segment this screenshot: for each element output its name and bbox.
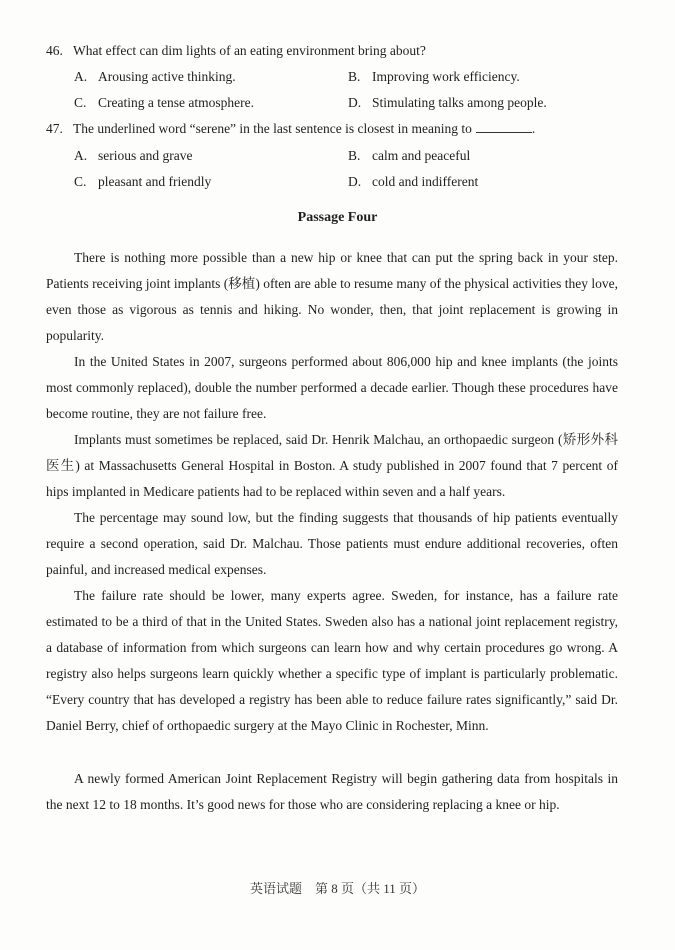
passage-title: Passage Four bbox=[297, 210, 378, 225]
question-number: 47. bbox=[46, 121, 63, 136]
passage-paragraph-5: The failure rate should be lower, many experts agree. Sweden, for instance, has a failure rate estimated to be a third of that in the United States. Sweden also has a national joint replacement registry, a database of information from which surgeons can learn how and why certain procedures go wrong. A registry also helps surgeons learn quickly whether a specific type of implant is particularly problematic. “Every country that has developed a registry has been able to reduce failure rates significantly,” said Dr. Daniel Berry, chief of orthopaedic surgery at the Mayo Clinic in Rochester, Minn. bbox=[46, 588, 618, 733]
option-47-c bbox=[74, 174, 211, 190]
option-47-a bbox=[74, 148, 192, 164]
option-46-c bbox=[74, 95, 254, 111]
option-text: cold and indifferent bbox=[372, 174, 479, 189]
question-suffix: . bbox=[531, 121, 536, 136]
option-letter: A. bbox=[74, 148, 88, 163]
option-47-d bbox=[348, 174, 478, 190]
option-letter: D. bbox=[348, 95, 362, 110]
option-text: serious and grave bbox=[98, 148, 193, 163]
option-letter: D. bbox=[348, 174, 362, 189]
question-text: The underlined word “serene” in the last sentence is closest in meaning to bbox=[73, 121, 472, 136]
option-47-b bbox=[348, 148, 470, 164]
passage-paragraph-2: In the United States in 2007, surgeons performed about 806,000 hip and knee implants (the joints most commonly replaced), double the number performed a decade earlier. Though these procedures have become routine, they are not failure free. bbox=[46, 354, 618, 421]
option-text: Improving work efficiency. bbox=[372, 69, 520, 84]
option-letter: C. bbox=[74, 174, 87, 189]
option-46-a bbox=[74, 69, 236, 85]
option-46-d bbox=[348, 95, 547, 111]
option-text: Creating a tense atmosphere. bbox=[98, 95, 254, 110]
question-46 bbox=[46, 43, 426, 59]
option-text: Arousing active thinking. bbox=[98, 69, 236, 84]
option-letter: C. bbox=[74, 95, 87, 110]
passage-paragraph-4: The percentage may sound low, but the finding suggests that thousands of hip patients eventually require a second operation, said Dr. Malchau. Those patients must endure additional recoveries, often painful, and increased medical expenses. bbox=[46, 510, 618, 577]
question-47 bbox=[46, 121, 535, 137]
option-text: pleasant and friendly bbox=[98, 174, 212, 189]
question-text: What effect can dim lights of an eating environment bring about? bbox=[73, 43, 426, 58]
answer-blank bbox=[476, 122, 532, 133]
option-46-b bbox=[348, 69, 520, 85]
passage-paragraph-3: Implants must sometimes be replaced, said Dr. Henrik Malchau, an orthopaedic surgeon (矫形外科医生) at Massachusetts General Hospital in Boston. A study published in 2007 found that 7 percent of hips implanted in Medicare patients had to be replaced within seven and a half years. bbox=[46, 432, 618, 499]
option-text: Stimulating talks among people. bbox=[372, 95, 547, 110]
question-number: 46. bbox=[46, 43, 63, 58]
passage-paragraph-1: There is nothing more possible than a new hip or knee that can put the spring back in your step. Patients receiving joint implants (移植) often are able to resume many of the physical activities they love, even those as vigorous as tennis and hiking. No wonder, then, that joint replacement is growing in popularity. bbox=[46, 250, 618, 343]
passage-paragraph-6: A newly formed American Joint Replacement Registry will begin gathering data from hospitals in the next 12 to 18 months. It’s good news for those who are considering replacing a knee or hip. bbox=[46, 771, 618, 812]
option-letter: B. bbox=[348, 69, 361, 84]
option-text: calm and peaceful bbox=[372, 148, 471, 163]
page-footer: 英语试题 第 8 页（共 11 页） bbox=[249, 881, 426, 896]
option-letter: A. bbox=[74, 69, 88, 84]
option-letter: B. bbox=[348, 148, 361, 163]
